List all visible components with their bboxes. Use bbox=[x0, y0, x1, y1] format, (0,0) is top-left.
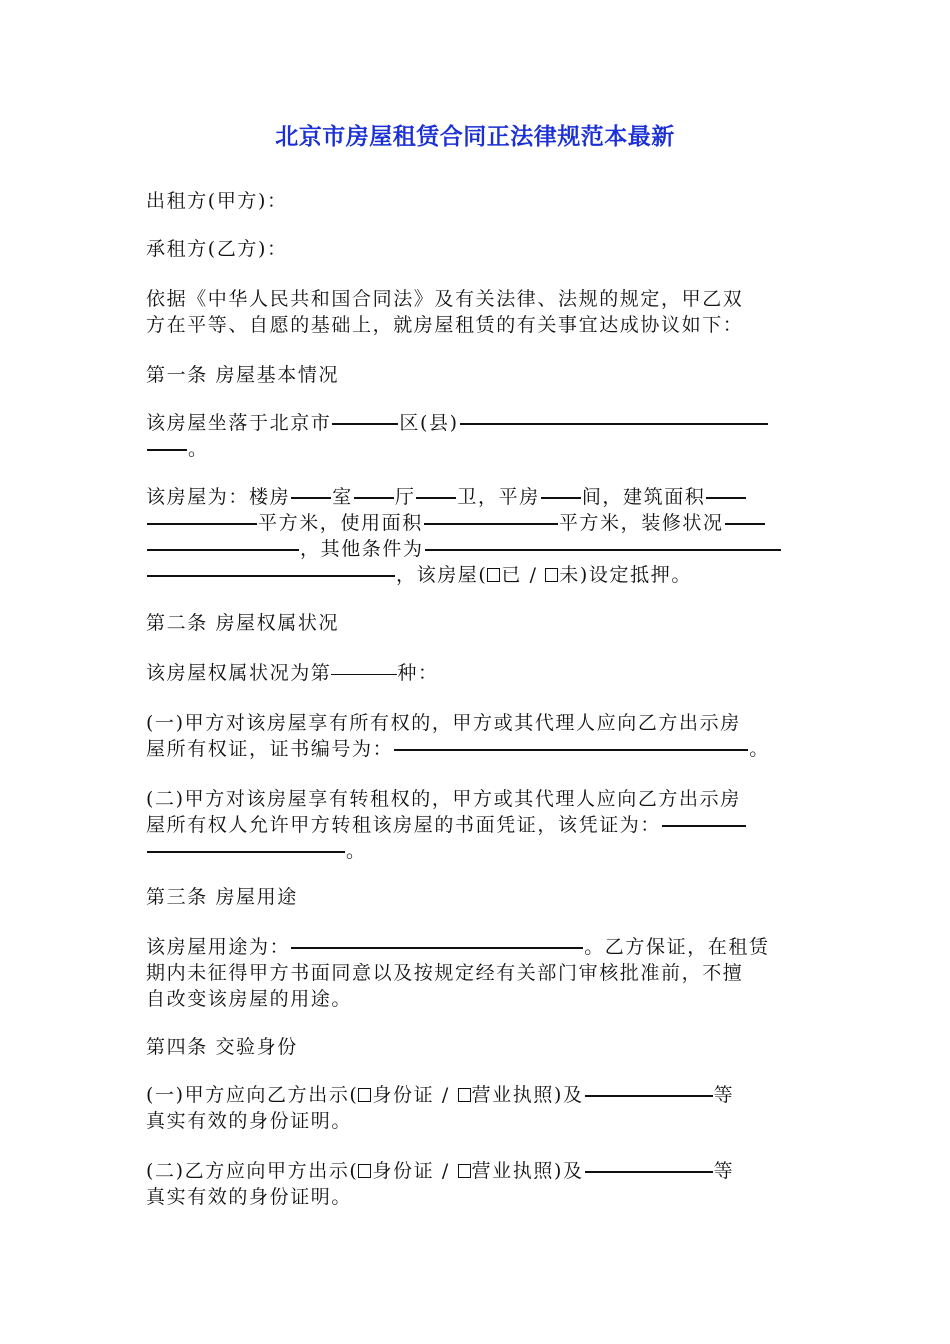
article1-location: 该房屋坐落于北京市 区(县) 。 bbox=[146, 410, 806, 462]
id-card-checkbox-lessee[interactable] bbox=[358, 1164, 371, 1178]
mortgaged-yes-checkbox[interactable] bbox=[487, 568, 500, 582]
usage-blank[interactable] bbox=[291, 945, 583, 949]
lessor-line: 出租方(甲方)： bbox=[146, 190, 288, 212]
rooms-blank[interactable] bbox=[291, 495, 331, 499]
business-license-checkbox-lessee[interactable] bbox=[458, 1164, 471, 1178]
decoration-blank[interactable] bbox=[725, 521, 765, 525]
article1-heading: 第一条 房屋基本情况 bbox=[146, 364, 340, 386]
ownership-type-blank[interactable] bbox=[331, 672, 397, 675]
article2-item2: (二)甲方对该房屋享有转租权的，甲方或其代理人应向乙方出示房 屋所有权人允许甲方转租该房屋的书面凭证，该凭证为： 。 bbox=[146, 786, 806, 864]
address-blank-cont[interactable] bbox=[147, 447, 187, 451]
building-area-blank-cont[interactable] bbox=[147, 521, 257, 525]
building-area-blank[interactable] bbox=[706, 495, 746, 499]
article4-item2: (二)乙方应向甲方出示( 身份证 / 营业执照)及 等 真实有效的身份证明。 bbox=[146, 1160, 735, 1208]
article2-item1: (一)甲方对该房屋享有所有权的，甲方或其代理人应向乙方出示房 屋所有权证，证书编号为： 。 bbox=[146, 712, 770, 760]
other-conditions-blank-cont[interactable] bbox=[147, 573, 395, 577]
district-blank[interactable] bbox=[332, 421, 398, 425]
lessor-id-blank[interactable] bbox=[585, 1093, 713, 1097]
article4-item1: (一)甲方应向乙方出示( 身份证 / 营业执照)及 等 真实有效的身份证明。 bbox=[146, 1084, 735, 1132]
usable-area-blank[interactable] bbox=[424, 521, 558, 525]
business-license-checkbox-lessor[interactable] bbox=[458, 1088, 471, 1102]
certificate-number-blank[interactable] bbox=[394, 747, 748, 751]
article1-details: 该房屋为：楼房 室 厅 卫，平房 间，建筑面积 平方米，使用面积 平方米，装修状况 ，其他条件为 ，该房屋( 已 / 未)设定抵押。 bbox=[146, 484, 806, 588]
lessee-id-blank[interactable] bbox=[585, 1169, 713, 1173]
halls-blank[interactable] bbox=[354, 495, 394, 499]
decoration-blank-cont[interactable] bbox=[147, 547, 299, 551]
article2-heading: 第二条 房屋权属状况 bbox=[146, 612, 340, 634]
baths-blank[interactable] bbox=[416, 495, 456, 499]
article2-type: 该房屋权属状况为第 种： bbox=[146, 662, 439, 684]
document-title: 北京市房屋租赁合同正法律规范本最新 bbox=[275, 124, 675, 150]
bungalow-rooms-blank[interactable] bbox=[541, 495, 581, 499]
id-card-checkbox-lessor[interactable] bbox=[358, 1088, 371, 1102]
article3-heading: 第三条 房屋用途 bbox=[146, 886, 298, 908]
intro-paragraph: 依据《中华人民共和国合同法》及有关法律、法规的规定，甲乙双 方在平等、自愿的基础上，就房屋租赁的有关事宜达成协议如下： bbox=[146, 288, 744, 336]
article3-body: 该房屋用途为： 。乙方保证，在租赁 期内未征得甲方书面同意以及按规定经有关部门审核批准前，不擅 自改变该房屋的用途。 bbox=[146, 936, 770, 1010]
lessee-line: 承租方(乙方)： bbox=[146, 238, 288, 260]
address-blank[interactable] bbox=[460, 421, 768, 425]
sublet-proof-blank[interactable] bbox=[662, 823, 746, 827]
article4-heading: 第四条 交验身份 bbox=[146, 1036, 298, 1058]
mortgaged-no-checkbox[interactable] bbox=[545, 568, 558, 582]
sublet-proof-blank-cont[interactable] bbox=[147, 849, 345, 853]
other-conditions-blank[interactable] bbox=[425, 547, 781, 551]
